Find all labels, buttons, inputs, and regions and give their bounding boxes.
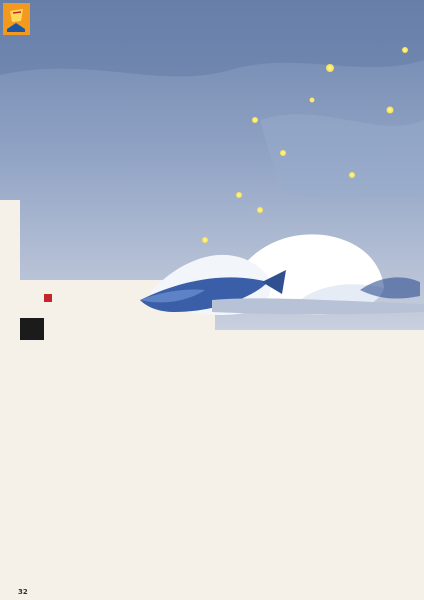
body-text-line	[20, 350, 140, 361]
body-text-line	[286, 466, 406, 477]
body-text-line	[20, 392, 140, 403]
body-text-line	[153, 477, 273, 488]
body-text-line	[153, 488, 273, 499]
body-text-line	[20, 445, 140, 456]
body-text-line	[286, 371, 406, 382]
body-text-line	[153, 424, 273, 435]
body-text-line	[20, 371, 140, 382]
body-text-line	[153, 318, 273, 329]
body-text-line	[20, 477, 140, 488]
body-text-line	[153, 456, 273, 467]
body-text-line	[153, 435, 273, 446]
body-text-line	[153, 530, 273, 541]
page-footer	[18, 588, 32, 596]
body-text-line	[286, 519, 406, 530]
body-text-line	[286, 403, 406, 414]
body-text-line	[20, 498, 140, 509]
body-text-line	[20, 530, 140, 541]
byline	[44, 294, 58, 302]
body-text-line	[153, 540, 273, 551]
body-text-line	[286, 350, 406, 361]
body-text-line	[286, 456, 406, 467]
drop-cap	[20, 318, 44, 340]
body-text-line	[286, 530, 406, 541]
body-text-line	[286, 445, 406, 456]
body-text-line	[20, 562, 140, 568]
body-text-line	[153, 562, 273, 568]
body-text-line	[153, 371, 273, 382]
body-text-line	[20, 339, 140, 350]
body-text-line	[153, 360, 273, 371]
body-column-3	[286, 318, 406, 568]
byline-marker	[44, 294, 52, 302]
body-text-line	[20, 540, 140, 551]
body-text-line	[286, 382, 406, 393]
body-text-line	[153, 382, 273, 393]
body-text-line	[286, 413, 406, 424]
body-text-line	[286, 360, 406, 371]
body-text-line	[153, 445, 273, 456]
magazine-logo	[3, 3, 30, 35]
body-text-line	[153, 413, 273, 424]
body-text-line	[153, 519, 273, 530]
body-text-line	[286, 318, 406, 329]
body-text-line	[286, 562, 406, 568]
body-text-line	[286, 435, 406, 446]
body-text-line	[153, 498, 273, 509]
body-column-2	[153, 318, 273, 568]
body-text-line	[20, 382, 140, 393]
body-text-line	[20, 488, 140, 499]
body-text-line	[20, 360, 140, 371]
body-text-line	[286, 551, 406, 562]
body-text-line	[286, 498, 406, 509]
body-text-line	[286, 392, 406, 403]
body-text-line	[153, 392, 273, 403]
body-text-line	[286, 329, 406, 340]
body-text-line	[20, 435, 140, 446]
body-text-line	[286, 488, 406, 499]
body-text-line	[153, 403, 273, 414]
body-text-line	[153, 466, 273, 477]
body-text-line	[153, 551, 273, 562]
body-text-line	[153, 350, 273, 361]
body-text-line	[153, 329, 273, 340]
body-text-line	[20, 466, 140, 477]
body-text-line	[286, 424, 406, 435]
body-text-line	[20, 519, 140, 530]
body-text-line	[286, 509, 406, 520]
body-text-line	[286, 540, 406, 551]
body-text-line	[20, 413, 140, 424]
body-text-line	[20, 551, 140, 562]
body-text-line	[286, 477, 406, 488]
body-text-line	[20, 403, 140, 414]
body-text-line	[20, 424, 140, 435]
body-text-line	[20, 456, 140, 467]
page-number: 32	[18, 588, 28, 596]
body-text-line	[20, 509, 140, 520]
body-text-line	[286, 339, 406, 350]
body-column-1	[20, 318, 140, 568]
body-text-line	[153, 509, 273, 520]
body-text-line	[153, 339, 273, 350]
